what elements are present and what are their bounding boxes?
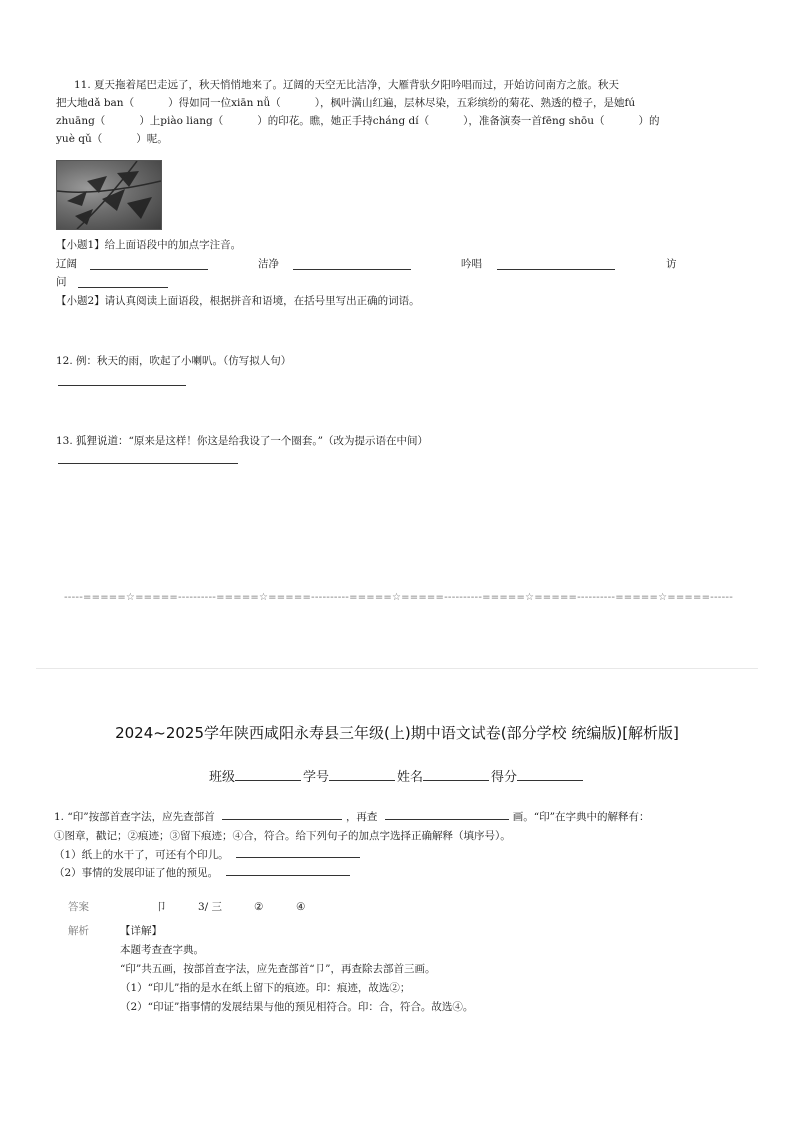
q1-text: （2）事情的发展印证了他的预见。 xyxy=(54,867,219,879)
q1-text: 画。“印”在字典中的解释有： xyxy=(512,811,650,823)
q11-text: ）呢。 xyxy=(136,133,168,145)
answer-value-1: 卩 xyxy=(156,901,167,913)
q11-text: ）的印花。瞧，她正手持cháng dí（ xyxy=(257,115,430,127)
q11-line-1: 11. 夏天拖着尾巴走远了，秋天悄悄地来了。辽阔的天空无比洁净，大雁背驮夕阳吟唱而过，开始访问南方之旅。秋天 xyxy=(74,79,620,91)
page-separator: -----=====☆=====----------=====☆=====----------=====☆=====----------=====☆=====----------=====☆=====------ xyxy=(64,592,733,603)
student-id-label: 学号 xyxy=(302,770,329,785)
answer-blank[interactable] xyxy=(385,808,509,820)
q1-text: （1）纸上的水干了，可还有个印儿。 xyxy=(54,849,229,861)
q1-line-3 xyxy=(54,846,360,865)
answer-label: 答案 xyxy=(68,901,89,913)
q1-line-4 xyxy=(54,864,350,883)
name-label: 姓名 xyxy=(397,770,424,785)
analysis-label: 解析 xyxy=(68,925,89,937)
answer-blank[interactable] xyxy=(497,258,615,270)
answer-blank[interactable] xyxy=(222,808,342,820)
student-info-row xyxy=(0,766,794,785)
autumn-leaves-photo xyxy=(56,160,162,230)
answer-blank[interactable] xyxy=(78,276,168,288)
page-divider xyxy=(36,668,758,669)
answer-value-4: ④ xyxy=(296,901,306,913)
q11-text: ）得如同一位xiān nǚ（ xyxy=(168,97,281,109)
student-id-field[interactable] xyxy=(329,766,395,781)
answer-blank[interactable] xyxy=(236,846,360,858)
q11-text: yuè qǔ（ xyxy=(56,133,103,145)
answer-value-3: ② xyxy=(254,901,264,913)
q11-subquestion-2: 【小题2】请认真阅读上面语段，根据拼音和语境，在括号里写出正确的词语。 xyxy=(56,295,420,307)
q11-text: zhuāng（ xyxy=(56,115,106,127)
analysis-line-1: 本题考查查字典。 xyxy=(120,944,204,956)
q11-text: ），准备演奏一首fēng shōu（ xyxy=(463,115,605,127)
q11-text: ）的 xyxy=(638,115,660,127)
q11-word-4a: 访 xyxy=(666,258,677,270)
q13-text: 13. 狐狸说道：“原来是这样！你这是给我设了一个圈套。”（改为提示语在中间） xyxy=(56,435,429,447)
answer-blank[interactable] xyxy=(293,258,411,270)
q11-line-3 xyxy=(56,112,660,131)
name-field[interactable] xyxy=(423,766,489,781)
leaves-illustration xyxy=(57,161,161,229)
q11-line-4 xyxy=(56,130,168,149)
analysis-line-2: “印”共五画，按部首查字法，应先查部首“卩”，再查除去部首三画。 xyxy=(120,963,436,975)
answer-value-2: 3/ 三 xyxy=(198,901,223,913)
score-label: 得分 xyxy=(491,770,518,785)
q11-text: 把大地dǎ ban（ xyxy=(56,97,135,109)
analysis-line-4: （2）“印证”指事情的发展结果与他的预见相符合。印：合，符合。故选④。 xyxy=(120,1001,474,1013)
analysis-line-3: （1）“印儿”指的是水在纸上留下的痕迹。印：痕迹，故选②； xyxy=(120,982,411,994)
class-label: 班级 xyxy=(208,770,235,785)
q11-text: ），枫叶满山红遍，层林尽染，五彩缤纷的菊花、熟透的橙子，是她fú xyxy=(314,97,636,109)
q11-word-3: 吟唱 xyxy=(461,258,482,270)
q11-word-1: 辽阔 xyxy=(56,258,77,270)
q1-text: ，再查 xyxy=(345,811,378,823)
q1-line-2: ①图章，戳记；②痕迹；③留下痕迹；④合，符合。给下列句子的加点字选择正确解释（填序号）。 xyxy=(54,830,511,842)
q12-text: 12. 例：秋天的雨，吹起了小喇叭。（仿写拟人句） xyxy=(56,355,292,367)
q1-line-1 xyxy=(54,808,650,827)
answer-blank[interactable] xyxy=(90,258,208,270)
q11-word-2: 洁净 xyxy=(258,258,279,270)
class-field[interactable] xyxy=(235,766,301,781)
q1-text: 1. “印”按部首查字法，应先查部首 xyxy=(54,811,215,823)
q11-subquestion-1: 【小题1】给上面语段中的加点字注音。 xyxy=(56,239,242,251)
q11-text: ）上piào liang（ xyxy=(139,115,224,127)
answer-blank[interactable] xyxy=(226,864,350,876)
answer-blank[interactable] xyxy=(58,452,238,464)
q11-word-4b: 问 xyxy=(56,276,67,288)
answer-blank[interactable] xyxy=(58,374,186,386)
analysis-heading: 【详解】 xyxy=(120,925,162,937)
page-title: 2024~2025学年陕西咸阳永寿县三年级(上)期中语文试卷(部分学校 统编版)[解析版] xyxy=(115,724,679,742)
score-field[interactable] xyxy=(517,766,583,781)
q11-line-2 xyxy=(56,94,635,113)
